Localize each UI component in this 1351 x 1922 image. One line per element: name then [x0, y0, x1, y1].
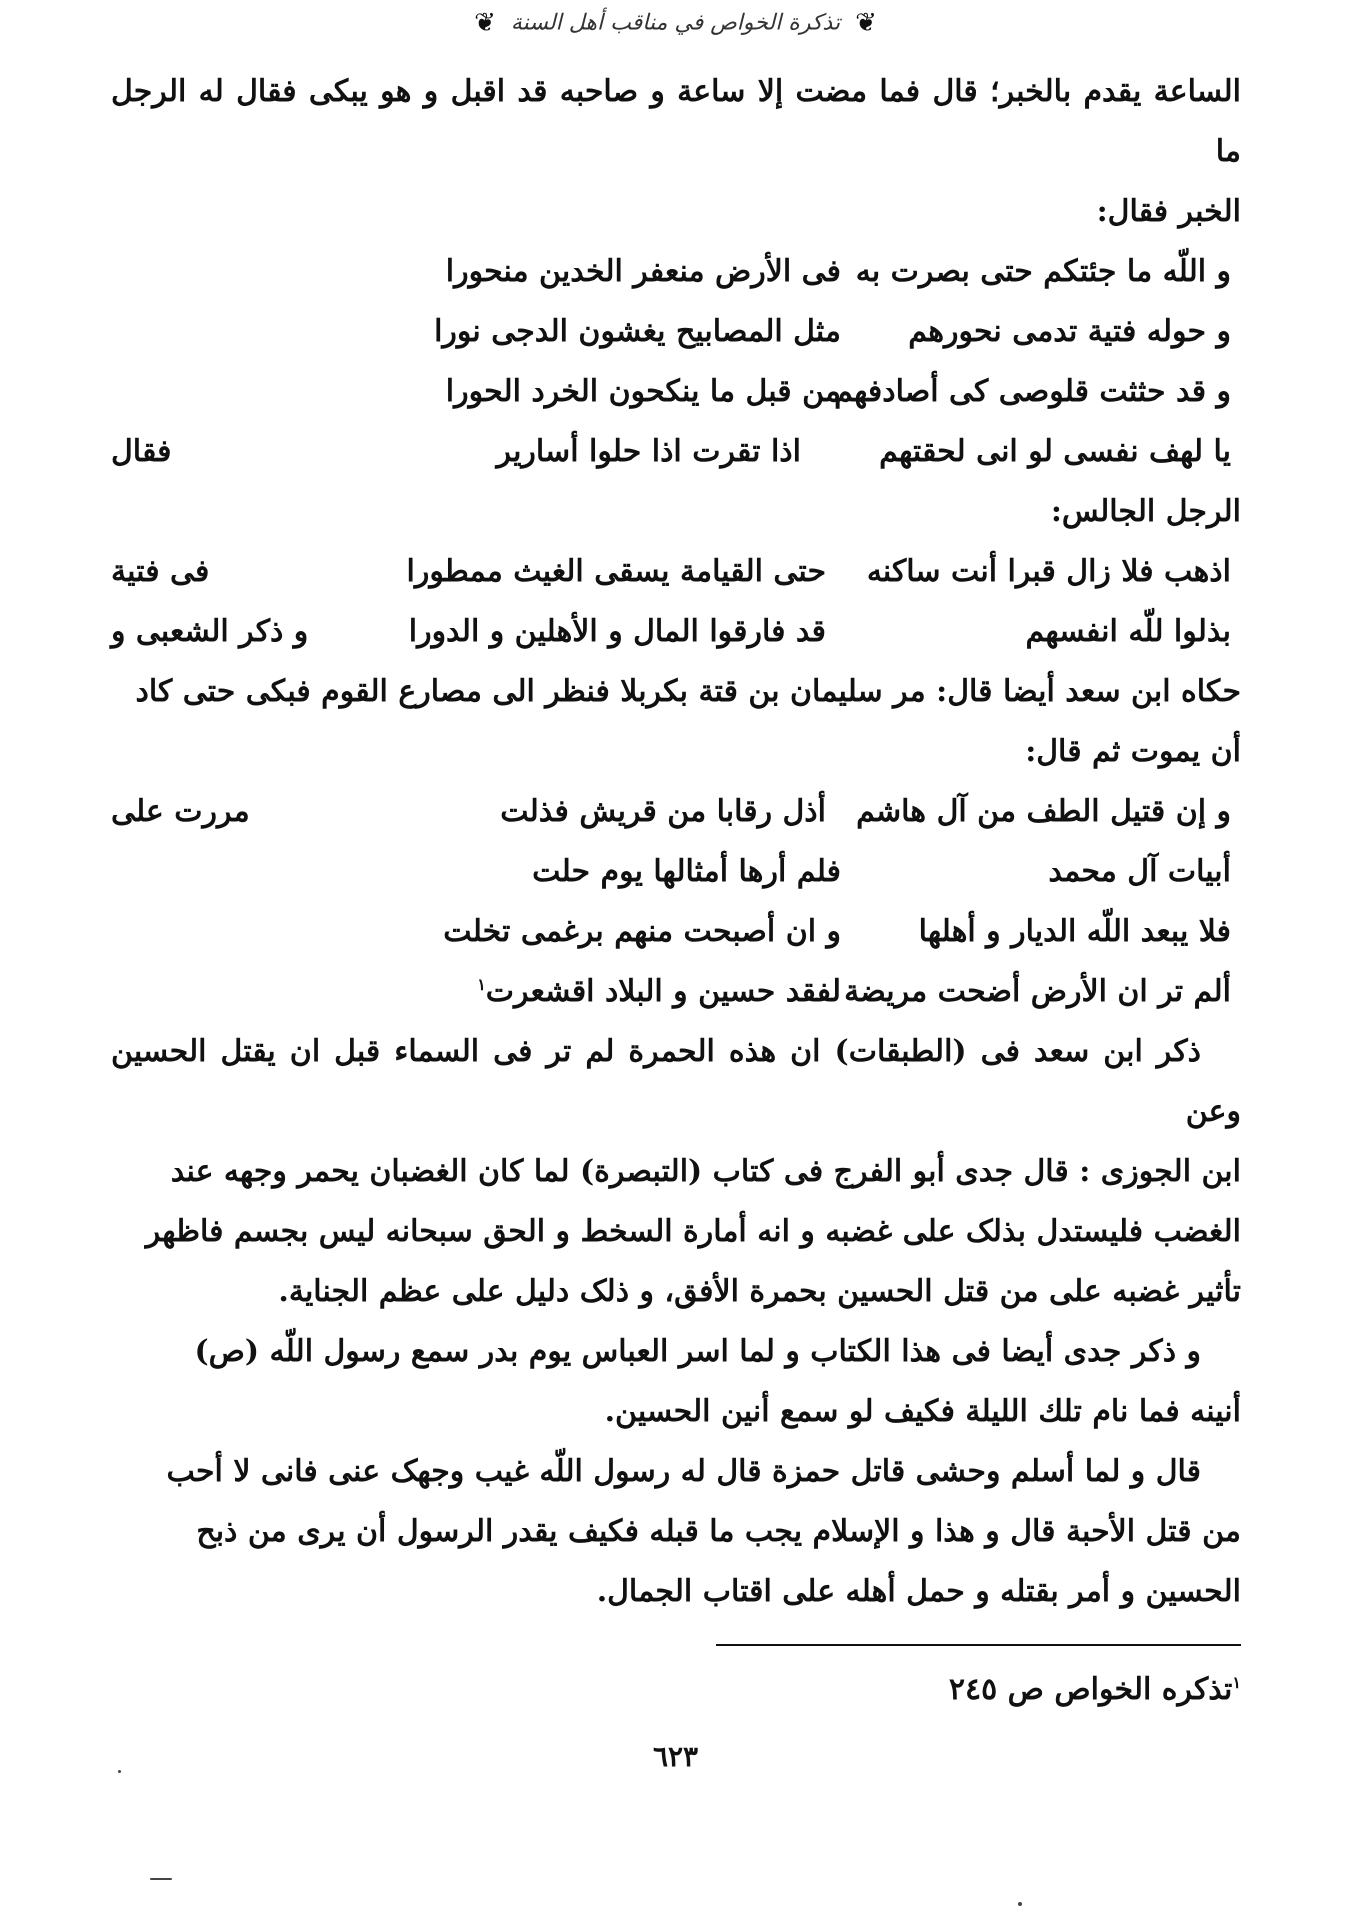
verse-trailing-text: و ذكر الشعبى و	[111, 614, 309, 649]
prose-line: الخبر فقال:	[1096, 194, 1241, 229]
verse-hemistich-second: فى الأرض منعفر الخدين منحورا	[445, 254, 841, 289]
prose-line: الساعة يقدم بالخبر؛ قال فما مضت إلا ساعة و صاحبه قد اقبل و هو يبكى فقال له الرجل ما	[111, 74, 1241, 169]
verse-text: لفقد حسين و البلاد اقشعرت	[485, 974, 841, 1009]
verse-hemistich-first: اذهب فلا زال قبرا أنت ساكنه	[866, 554, 1231, 589]
verse-hemistich-second: فلم أرها أمثالها يوم حلت	[532, 854, 841, 889]
scan-speck	[118, 1770, 121, 1773]
header-title: تذكرة الخواص في مناقب أهل السنة	[510, 10, 841, 36]
verse-hemistich-second: و ان أصبحت منهم برغمى تخلت	[443, 914, 841, 949]
verse-hemistich-second: اذا تقرت اذا حلوا أسارير	[496, 434, 801, 469]
ornament-right-icon: ❦	[855, 8, 877, 38]
verse-hemistich-second: أذل رقابا من قريش فذلت	[500, 794, 826, 829]
verse-trailing-text: فقال	[111, 434, 172, 469]
verse-line	[111, 302, 1241, 362]
prose-line: الغضب فليستدل بذلک على غضبه و انه أمارة السخط و الحق سبحانه ليس بجسم فاظهر	[145, 1214, 1241, 1249]
prose-line: حكاه ابن سعد أيضا قال: مر سليمان بن قتة بكربلا فنظر الى مصارع القوم فبكى حتى كاد	[135, 674, 1241, 709]
verse-hemistich-first: بذلوا للّه انفسهم	[1025, 614, 1231, 649]
scan-speck	[150, 1878, 172, 1880]
running-header	[0, 8, 1351, 38]
prose-line: تأثير غضبه على من قتل الحسين بحمرة الأفق، و ذلک دليل على عظم الجناية.	[278, 1274, 1241, 1309]
verse-hemistich-second	[411, 962, 841, 1022]
prose-line: من قتل الأحبة قال و هذا و الإسلام يجب ما قبله فكيف يقدر الرسول أن يرى من ذبح	[196, 1514, 1241, 1549]
verse-hemistich-first: فلا يبعد اللّه الديار و أهلها	[918, 914, 1231, 949]
prose-line: الرجل الجالس:	[1050, 494, 1241, 529]
prose-line: الحسين و أمر بقتله و حمل أهله على اقتاب الجمال.	[596, 1574, 1241, 1609]
verse-hemistich-second: مثل المصابيح يغشون الدجى نورا	[434, 314, 841, 349]
prose-line: أن يموت ثم قال:	[1025, 734, 1241, 769]
scan-speck	[1018, 1902, 1022, 1906]
verse-trailing-text: فى فتية	[111, 554, 210, 589]
verse-line	[111, 902, 1241, 962]
verse-hemistich-first: أبيات آل محمد	[1048, 854, 1231, 889]
verse-hemistich-first: و قد حثثت قلوصى كى أصادفهم	[834, 374, 1231, 409]
verse-line	[111, 362, 1241, 422]
main-text	[111, 62, 1241, 1622]
verse-hemistich-first: يا لهف نفسى لو انى لحقتهم	[879, 434, 1231, 469]
footnote	[949, 1672, 1241, 1707]
verse-line	[111, 242, 1241, 302]
footnote-divider	[716, 1644, 1241, 1646]
verse-hemistich-second: قد فارقوا المال و الأهلين و الدورا	[408, 614, 826, 649]
verse-hemistich-first: و حوله فتية تدمى نحورهم	[908, 314, 1231, 349]
prose-line: ابن الجوزى : قال جدى أبو الفرج فى كتاب (التبصرة) لما كان الغضبان يحمر وجهه عند	[170, 1154, 1241, 1189]
prose-line: أنينه فما نام تلك الليلة فكيف لو سمع أنين الحسين.	[604, 1394, 1241, 1429]
verse-hemistich-first: و اللّه ما جئتكم حتى بصرت به	[855, 254, 1231, 289]
verse-trailing-text: مررت على	[111, 794, 250, 829]
verse-line	[111, 842, 1241, 902]
verse-hemistich-first: و إن قتيل الطف من آل هاشم	[856, 794, 1231, 829]
verse-hemistich-second: من قبل ما ينكحون الخرد الحورا	[445, 374, 841, 409]
verse-hemistich-first: ألم تر ان الأرض أضحت مريضة	[844, 974, 1231, 1009]
verse-hemistich-second: حتى القيامة يسقى الغيث ممطورا	[406, 554, 826, 589]
footnote-marker[interactable]: ١	[477, 975, 486, 994]
prose-line: و ذكر جدى أيضا فى هذا الكتاب و لما اسر العباس يوم بدر سمع رسول اللّه (ص)	[194, 1334, 1201, 1369]
verse-line	[111, 542, 1241, 602]
page-number: ٦٢٣	[652, 1740, 699, 1773]
footnote-text: تذكره الخواص ص ٢٤٥	[948, 1672, 1233, 1707]
verse-line	[111, 962, 1241, 1022]
verse-line	[111, 422, 1241, 482]
verse-line	[111, 782, 1241, 842]
footnote-marker: ١	[1232, 1673, 1241, 1692]
prose-line: قال و لما أسلم وحشى قاتل حمزة قال له رسول اللّه غيب وجهک عنى فانى لا أحب	[166, 1454, 1201, 1489]
prose-line: ذكر ابن سعد فى (الطبقات) ان هذه الحمرة لم تر فى السماء قبل ان يقتل الحسين وعن	[111, 1034, 1241, 1129]
verse-line	[111, 602, 1241, 662]
ornament-left-icon: ❦	[474, 8, 496, 38]
